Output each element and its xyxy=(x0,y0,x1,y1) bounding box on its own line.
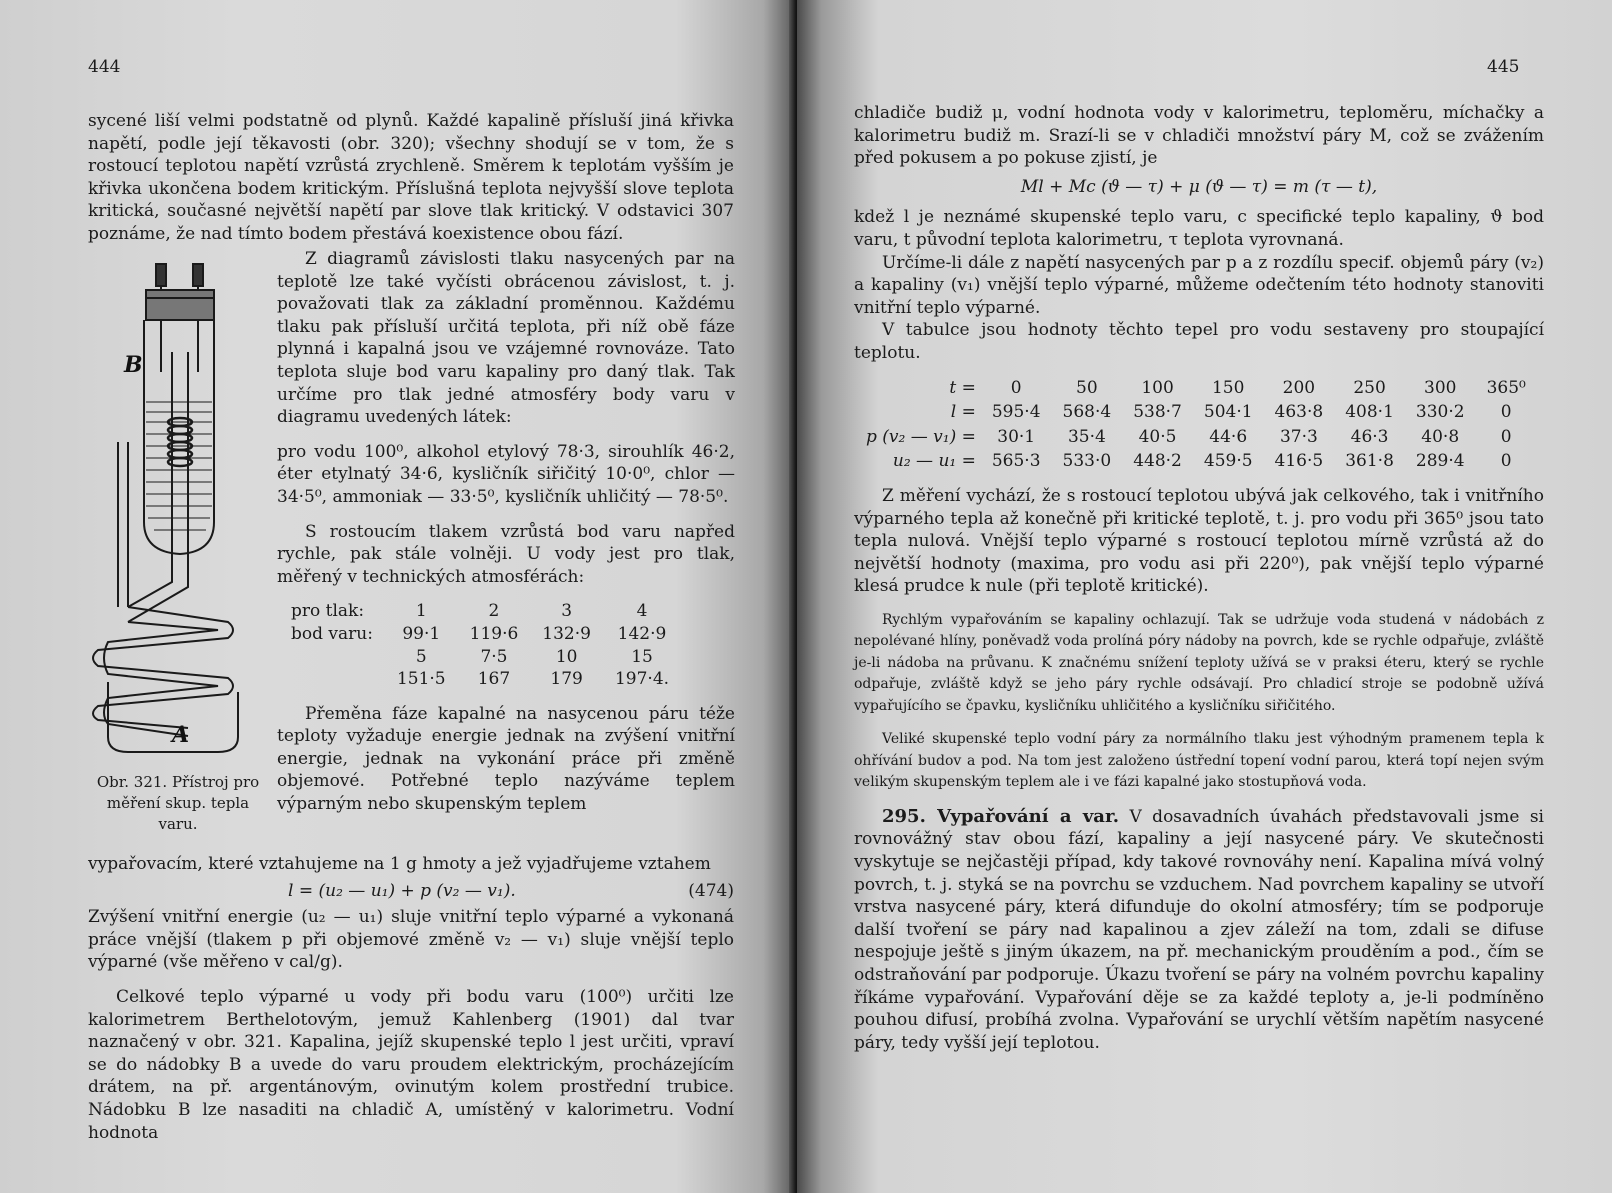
table-cell: 330·2 xyxy=(1415,402,1465,423)
apparatus-figure xyxy=(88,262,268,762)
table-row xyxy=(291,646,681,669)
table-cell: 568·4 xyxy=(1062,402,1112,423)
table-cell: 289·4 xyxy=(1415,451,1465,472)
table-cell: l = xyxy=(950,402,976,423)
figure-label-b: B xyxy=(124,352,143,378)
table-cell: 538·7 xyxy=(1133,402,1182,423)
intro-text: sycené liší velmi podstatně od plynů. Každé kapalině přísluší jiná křivka napětí, podle její těkavosti (obr. 320); všechny shodují se v tom, že s rostoucí teplotou napětí vzrůstá zrychleně. Směrem k teplotám vyšším je křivka ukončena bodem kritickým. Příslušná teplota nejvyšší slove teplota kritická, současné největší napětí par slove tlak kritický. V odstavici 307 poznáme, že nad tímto bodem přestává koexistence obou fází. xyxy=(88,111,734,244)
table-cell: 533·0 xyxy=(1062,451,1112,472)
table-cell: 50 xyxy=(1076,377,1098,398)
table-cell: 0 xyxy=(1500,402,1512,423)
kalorimetr-apparatus-icon xyxy=(88,262,268,762)
right-paragraph-1: chladiče budiž μ, vodní hodnota vody v kalorimetru, teploměru, míchačky a kalorimetru budiž m. Srazí-li se v chladiči množství páry M, což se zvážením před pokusem a po pokuse zjistí, je xyxy=(854,103,1544,169)
table-cell: 300 xyxy=(1424,377,1457,398)
table-cell: 30·1 xyxy=(997,426,1036,447)
table-cell: 408·1 xyxy=(1345,402,1394,423)
table-cell: 250 xyxy=(1353,377,1386,398)
table-cell: 100 xyxy=(1141,377,1174,398)
right-paragraph-6: Rychlým vypařováním se kapaliny ochlazují. Tak se udržuje voda studená v nádobách z nepolévané hlíny, poněvadž voda prolíná póry nádoby na povrch, kde se rychle odpařuje, zvláště je-li nádoba na průvanu. K značnému snížení teploty užívá se v praksi éteru, který se rychle odpařuje, zvláště když se jeho páry rychle odsávají. Pro chladicí stroje se podobně užívá vypařujícího se čpavku, kysličníku uhličitého a kysličníku siřičitého. xyxy=(854,611,1544,714)
table-cell: 46·3 xyxy=(1350,426,1389,447)
table-cell: 15 xyxy=(631,646,653,667)
side-paragraph-1: Z diagramů závislosti tlaku nasycených par na teplotě lze také vyčísti obrácenou závislost, t. j. považovati tlak za základní proměnnou. Každému tlaku pak přísluší určitá teplota, při níž obě fáze plynná i kapalná jsou ve vzájemné rovnováze. Tato teplota sluje bod varu kapaliny pro daný tlak. Tak určíme pro tlak jedné atmosféry body varu v diagramu uvedených látek: xyxy=(277,249,735,428)
table-cell: 167 xyxy=(477,669,511,690)
table-cell: 35·4 xyxy=(1067,426,1106,447)
equation-number: (474) xyxy=(688,880,734,901)
table-cell: 416·5 xyxy=(1274,451,1324,472)
figure-label-a: A xyxy=(172,722,190,748)
table-cell: 197·4. xyxy=(614,669,670,690)
calorimetry-equation: Ml + Mc (ϑ — τ) + μ (ϑ — τ) = m (τ — t), xyxy=(1020,176,1378,197)
table-cell: 142·9 xyxy=(617,623,667,644)
table-row xyxy=(856,426,1536,449)
table-cell: 99·1 xyxy=(402,623,441,644)
table-row xyxy=(291,600,681,623)
table-cell: 132·9 xyxy=(542,623,591,644)
table-cell: 459·5 xyxy=(1203,451,1253,472)
left-side-column xyxy=(277,248,735,816)
left-bottom-column xyxy=(88,853,734,1144)
table-cell: 179 xyxy=(550,669,583,690)
table-row xyxy=(856,377,1536,400)
table-cell: 0 xyxy=(1010,377,1022,398)
right-paragraph-4: V tabulce jsou hodnoty těchto tepel pro vodu sestaveny pro stoupající teplotu. xyxy=(854,320,1544,363)
table-cell: 7·5 xyxy=(480,646,508,667)
bottom-paragraph-1: vypařovacím, které vztahujeme na 1 g hmoty a jež vyjadřujeme vztahem xyxy=(88,854,711,874)
side-paragraph-4: Přeměna fáze kapalné na nasycenou páru téže teploty vyžaduje energie jednak na zvýšení vnitřní energie, jednak na vykonání práce při změně objemové. Potřebné teplo nazýváme teplem výparným nebo skupenským teplem xyxy=(277,703,735,815)
table-cell: u₂ — u₁ = xyxy=(892,451,976,472)
right-paragraph-3: Určíme-li dále z napětí nasycených par p a z rozdílu specif. objemů páry (v₂) a kapaliny (v₁) vnější teplo výparné, můžeme odečtením této hodnoty stanoviti vnitřní teplo výparné. xyxy=(854,252,1544,318)
table-cell: 3 xyxy=(561,601,573,622)
left-intro-paragraph xyxy=(88,110,734,246)
equation-474 xyxy=(88,876,734,907)
pressure-boiling-table xyxy=(291,600,681,690)
section-text: V dosavadních úvahách představovali jsme si rovnovážný stav obou fází, kapaliny a její nasycené páry. Ve skutečnosti vyskytuje se nejčastěji případ, kdy takové rovnováhy není. Kapalina mívá volný povrch, t. j. styká se na povrchu se vzduchem. Nad povrchem kapaliny se utvoří vrstva nasycené páry, která difunduje do okolní atmosféry; tím se podporuje další tvoření se páry nad kapalinou a zjev záleží na tom, zdali se difuse nespojuje ještě s jiným úkazem, na př. mechanickým prouděním a pod., čím se odstraňování par podporuje. Úkazu tvoření se páry na volném povrchu kapaliny říkáme vypařování. Vypařování děje se za každé teploty a, je-li podmíněno pouhou difusí, probíhá zvolna. Vypařování se urychlí větším napětím nasycené páry, tedy vyšší její teplotou. xyxy=(854,806,1544,1053)
table-cell: 40·8 xyxy=(1421,426,1460,447)
table-cell: 37·3 xyxy=(1279,426,1318,447)
right-column xyxy=(854,102,1544,1054)
heat-values-table xyxy=(854,375,1538,475)
right-paragraph-8 xyxy=(854,806,1544,1055)
table-cell: 504·1 xyxy=(1203,402,1253,423)
table-cell: 1 xyxy=(415,601,427,622)
right-page xyxy=(797,0,1612,1193)
table-row xyxy=(291,668,681,691)
table-cell: 448·2 xyxy=(1133,451,1182,472)
left-page xyxy=(0,0,795,1193)
right-paragraph-7: Veliké skupenské teplo vodní páry za normálního tlaku jest výhodným pramenem tepla k ohřívání budov a pod. Na tom jest založeno ústřední topení vodní parou, která topí nejen svým velikým skupenským teplem ale i ve fázi kapalné jako stostupňová voda. xyxy=(854,731,1544,791)
equation-text: l = (u₂ — u₁) + p (v₂ — v₁). xyxy=(288,880,516,901)
table-cell: 2 xyxy=(488,601,500,622)
figure-caption: Obr. 321. Přístroj pro měření skup. tepla varu. xyxy=(96,773,260,833)
table-cell: 150 xyxy=(1211,377,1245,398)
table-cell: 10 xyxy=(555,646,578,667)
table-cell: 5 xyxy=(415,646,427,667)
table-cell: pro tlak: xyxy=(291,601,365,622)
table-row xyxy=(856,401,1536,424)
right-paragraph-2: kdež l je neznámé skupenské teplo varu, c specifické teplo kapaliny, ϑ bod varu, t původní teplota kalorimetru, τ teplota vyrovnaná. xyxy=(854,207,1544,250)
side-paragraph-3: S rostoucím tlakem vzrůstá bod varu napřed rychle, pak stále volněji. U vody jest pro tlak, měřený v technických atmosférách: xyxy=(277,521,735,587)
page-number-right: 445 xyxy=(1487,57,1520,77)
table-cell: 119·6 xyxy=(469,623,519,644)
section-heading: 295. Vypařování a var. xyxy=(882,805,1120,827)
bottom-paragraph-3: Celkové teplo výparné u vody při bodu varu (100⁰) určiti lze kalorimetrem Berthelotovým, jemuž Kahlenberg (1901) dal tvar naznačený v obr. 321. Kapalina, jejíž skupenské teplo l jest určiti, vpraví se do nádobky B a uvede do varu proudem elektrickým, procházejícím drátem, na př. argentánovým, ovinutým kolem prostřední trubice. Nádobku B lze nasaditi na chladič A, umístěný v kalorimetru. Vodní hodnota xyxy=(88,986,734,1143)
page-number-left: 444 xyxy=(88,57,121,77)
bottom-paragraph-2: Zvýšení vnitřní energie (u₂ — u₁) sluje vnitřní teplo výparné a vykonaná práce vnější (tlakem p při objemové změně v₂ — v₁) sluje vnější teplo výparné (vše měřeno v cal/g). xyxy=(88,907,734,973)
table-cell: p (v₂ — v₁) = xyxy=(866,426,976,447)
table-cell: 0 xyxy=(1500,426,1512,447)
table-cell: 365⁰ xyxy=(1486,377,1526,398)
table-cell: t = xyxy=(949,377,976,398)
table-row xyxy=(856,450,1536,473)
table-cell: 361·8 xyxy=(1345,451,1394,472)
table-cell: 595·4 xyxy=(991,402,1041,423)
table-row xyxy=(291,623,681,646)
table-cell: 0 xyxy=(1500,451,1512,472)
table-cell: 151·5 xyxy=(396,669,446,690)
side-paragraph-2: pro vodu 100⁰, alkohol etylový 78·3, sirouhlík 46·2, éter etylnatý 34·6, kysličník siřičitý 10·0⁰, chlor — 34·5⁰, ammoniak — 33·5⁰, kysličník uhličitý — 78·5⁰. xyxy=(277,441,735,507)
table-cell: 565·3 xyxy=(991,451,1041,472)
table-cell: bod varu: xyxy=(291,623,373,644)
table-cell: 44·6 xyxy=(1209,426,1248,447)
table-cell: 200 xyxy=(1282,377,1316,398)
table-cell: 4 xyxy=(636,601,648,622)
table-cell: 40·5 xyxy=(1138,426,1177,447)
right-paragraph-5: Z měření vychází, že s rostoucí teplotou ubývá jak celkového, tak i vnitřního výparného tepla až konečně při kritické teplotě, t. j. pro vodu při 365⁰ jsou tato tepla nulová. Vnější teplo výparné s rostoucí teplotou mírně vzrůstá až do největší hodnoty (maxima, pro vodu asi při 220⁰), pak vnější teplo výparné klesá prudce k nule (při teplotě kritické). xyxy=(854,485,1544,597)
table-cell: 463·8 xyxy=(1274,402,1324,423)
